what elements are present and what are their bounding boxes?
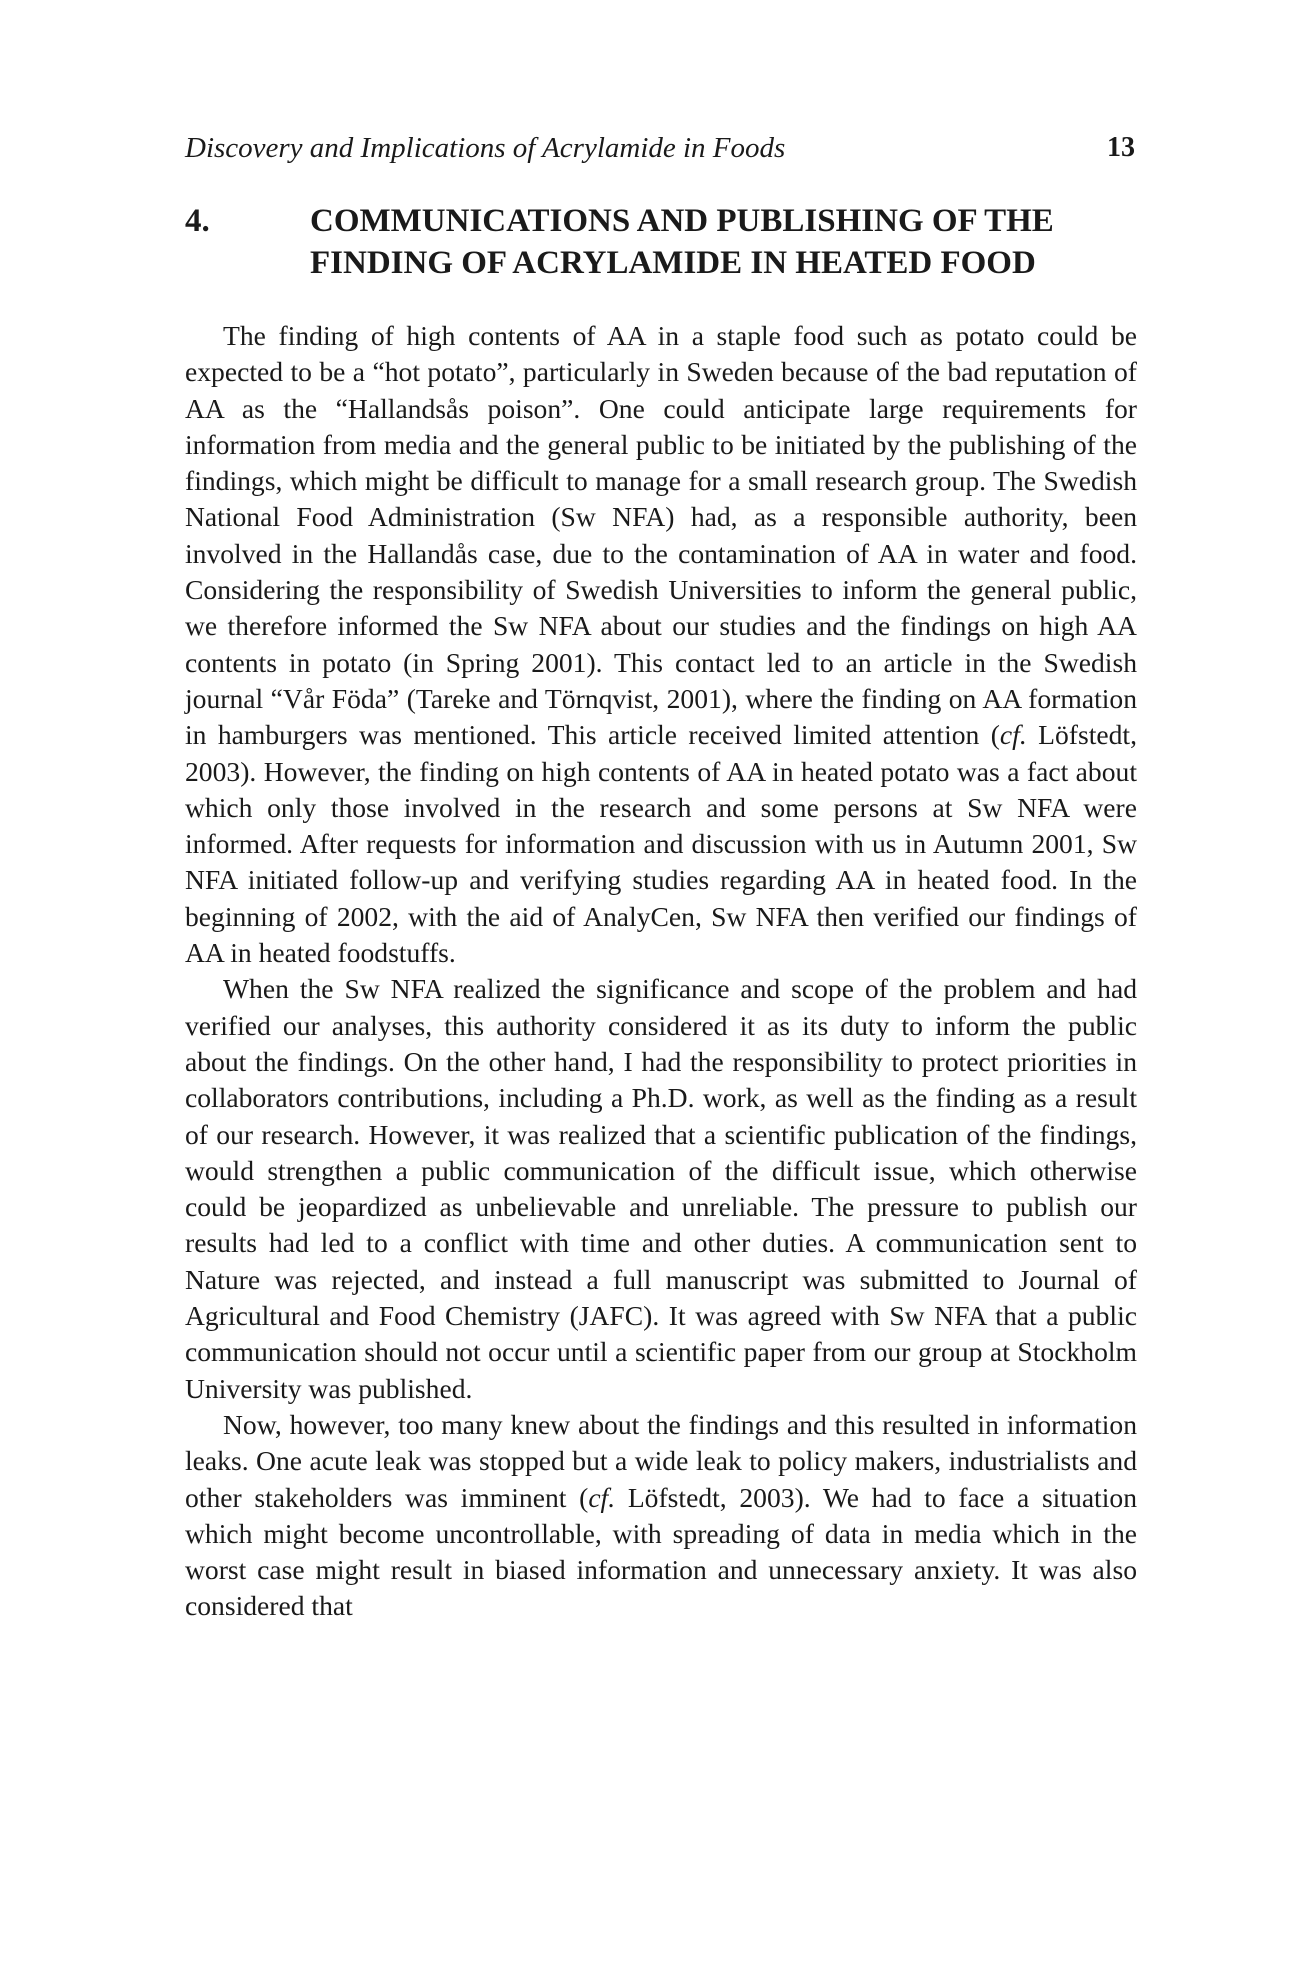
citation-cf: cf. <box>588 1481 616 1513</box>
paragraph-2-text: When the Sw NFA realized the significance and scope of the problem and had verified our analyses, this authority considered it as its duty to inform the public about the findings. On the other hand, I had the responsibility to protect priorities in collaborators contributions, including a Ph.D. work, as well as the finding as a result of our research. However, it was realized that a scientific publication of the findings, would strengthen a public communication of the difficult issue, which otherwise could be jeopardized as unbelievable and unreliable. The pressure to publish our results had led to a conflict with time and other duties. A communication sent to Nature was rejected, and instead a full manuscript was submitted to Journal of Agricultural and Food Chemistry (JAFC). It was agreed with Sw NFA that a public communication should not occur until a scientific paper from our group at Stockholm University was published. <box>185 973 1137 1404</box>
citation-cf: cf. <box>999 719 1027 751</box>
paragraph-1-text-cont: Löfstedt, 2003). However, the finding on high contents of AA in heated potato was a fact about which only those involved in the research and some persons at Sw NFA were informed. After requests for information and discussion with us in Autumn 2001, Sw NFA initiated follow-up and verifying studies regarding AA in heated food. In the beginning of 2002, with the aid of AnalyCen, Sw NFA then verified our findings of AA in heated foodstuffs. <box>185 719 1137 969</box>
paragraph-3-text: Now, however, too many knew about the findings and this resulted in information leaks. One acute leak was stopped but a wide leak to policy makers, industrialists and other stakeholders was imminent ( <box>185 1408 1137 1513</box>
section-number: 4. <box>185 203 210 239</box>
body-text <box>185 318 1137 1625</box>
running-title: Discovery and Implications of Acrylamide in Foods <box>185 132 786 164</box>
paragraph-1 <box>185 318 1137 971</box>
paragraph-3-text-cont: Löfstedt, 2003). We had to face a situation which might become uncontrollable, with spreading of data in media which in the worst case might result in biased information and unnecessary anxiety. It was also considered that <box>185 1481 1137 1622</box>
paragraph-2 <box>185 971 1137 1407</box>
paragraph-3 <box>185 1407 1137 1625</box>
paragraph-1-text: The finding of high contents of AA in a staple food such as potato could be expected to be a “hot potato”, particularly in Sweden because of the bad reputation of AA as the “Hallandsås poison”. One could anticipate large requirements for information from media and the general public to be initiated by the publishing of the findings, which might be difficult to manage for a small research group. The Swedish National Food Administration (Sw NFA) had, as a responsible authority, been involved in the Hallandås case, due to the contamination of AA in water and food. Considering the responsibility of Swedish Universities to inform the general public, we therefore informed the Sw NFA about our studies and the findings on high AA contents in potato (in Spring 2001). This contact led to an article in the Swedish journal “Vår Föda” (Tareke and Törnqvist, 2001), where the finding on AA formation in hamburgers was mentioned. This article received limited attention ( <box>185 320 1137 751</box>
section-title: COMMUNICATIONS AND PUBLISHING OF THE FINDING OF ACRYLAMIDE IN HEATED FOOD <box>310 203 1054 281</box>
page-number: 13 <box>1107 132 1135 163</box>
running-head <box>185 132 1135 172</box>
